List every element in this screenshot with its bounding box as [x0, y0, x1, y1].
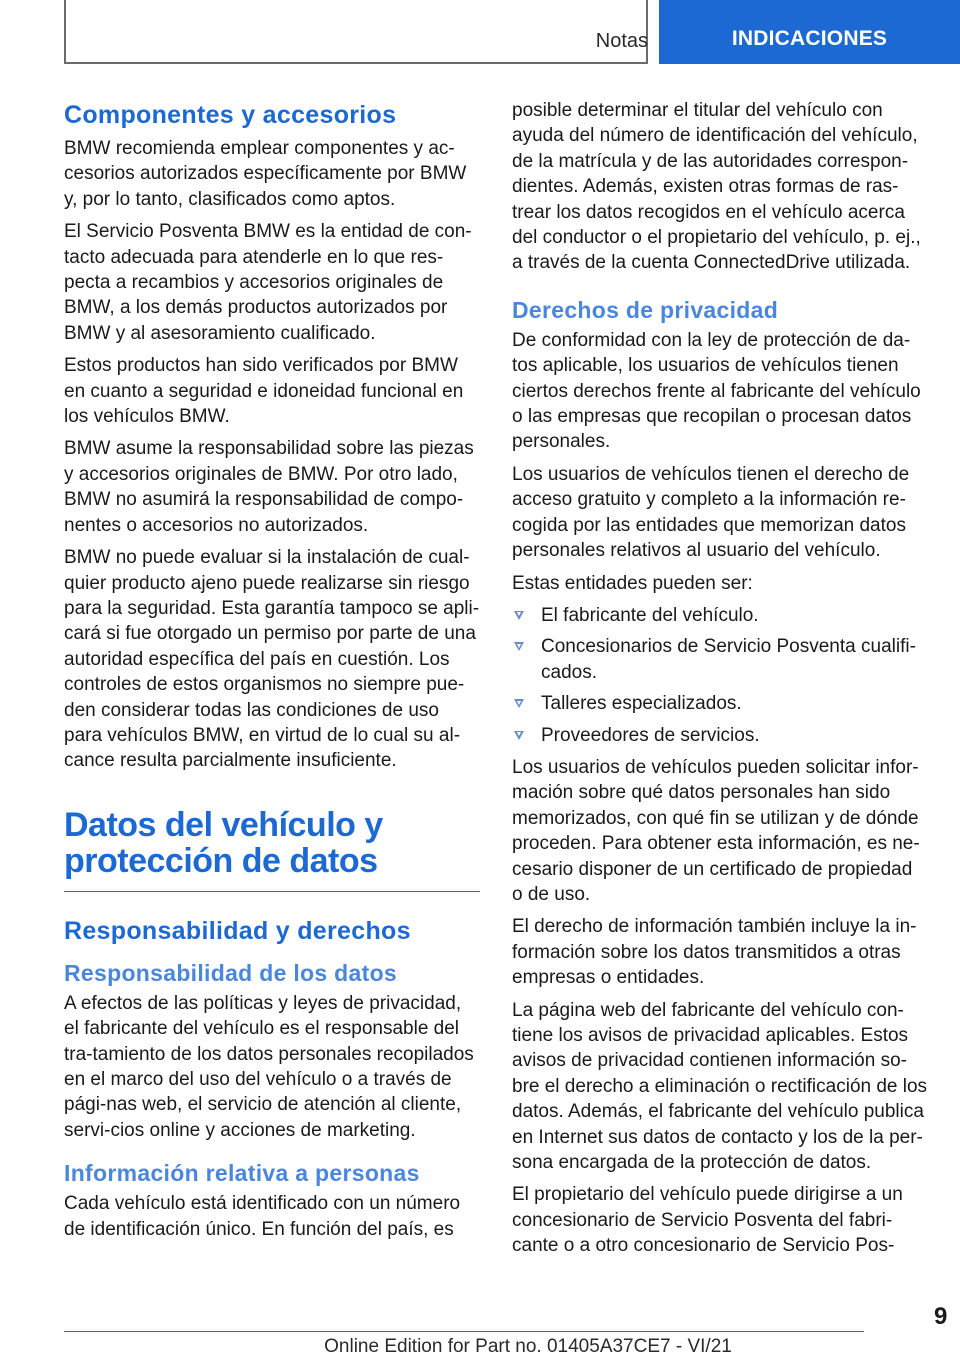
list-item: Talleres especializados. — [512, 691, 928, 716]
chapter-title-line1: Datos del vehículo y — [64, 805, 383, 844]
chapter-title-line2: protección de datos — [64, 841, 378, 880]
paragraph: La página web del fabricante del vehículo con-tiene los avisos de privacidad aplicables. Estos avisos de privacidad contienen información so-bre el derecho a eliminación o rectificación de los datos. Además, el fabricante del vehículo publica en Internet sus datos de contacto y los de la per-sona encargada de la protección de datos. — [512, 999, 928, 1174]
heading-responsabilidad-datos: Responsabilidad de los datos — [64, 959, 398, 986]
paragraph: BMW recomienda emplear componentes y ac-cesorios autorizados específicamente por BMW y, por lo tanto, clasificados como aptos. — [64, 138, 467, 210]
paragraph: BMW asume la responsabilidad sobre las piezas y accesorios originales de BMW. Por otro lado, BMW no asumirá la responsabilidad de compo-nentes o accesorios no autorizados. — [64, 438, 474, 536]
paragraph: El derecho de información también incluye la in-formación sobre los datos transmitidos a otras empresas o entidades. — [512, 916, 917, 989]
paragraph: El Servicio Posventa BMW es la entidad de con-tacto adecuada para atenderle en lo que res-pecta a recambios y accesorios originales de BMW, a los demás productos autorizados por BMW y al asesoramiento cualificado. — [64, 221, 472, 344]
right-column — [512, 98, 928, 1266]
heading-responsabilidad-derechos: Responsabilidad y derechos — [64, 916, 411, 945]
footer-edition: Online Edition for Part no. 01405A37CE7 - VI/21 — [324, 1336, 732, 1357]
paragraph: Los usuarios de vehículos tienen el derecho de acceso gratuito y completo a la información re-cogida por las entidades que memorizan datos personales relativos al usuario del vehículo. — [512, 463, 910, 562]
paragraph: BMW no puede evaluar si la instalación de cual-quier producto ajeno puede realizarse sin riesgo para la seguridad. Esta garantía tampoco se apli-cará si fue otorgado un permiso por parte de una autoridad específica del país en cuestión. Los controles de estos organismos no siempre pue-den considerar todas las condiciones de uso para vehículos BMW, en virtud de lo cual su al-cance resulta parcialmente insuficiente. — [64, 547, 480, 772]
entities-list — [512, 603, 928, 748]
paragraph: Estos productos han sido verificados por BMW en cuanto a seguridad e idoneidad funcional en los vehículos BMW. — [64, 355, 464, 428]
paragraph: A efectos de las políticas y leyes de privacidad, el fabricante del vehículo es el responsable del tra-tamiento de los datos personales recopilados en el marco del uso del vehículo o a través de pági-nas web, el servicio de atención al cliente, servi-cios online y acciones de marketing. — [64, 992, 474, 1141]
footer-divider — [64, 1331, 864, 1332]
paragraph: Estas entidades pueden ser: — [512, 572, 753, 594]
list-item: Proveedores de servicios. — [512, 723, 928, 748]
header-tab-label: INDICACIONES — [731, 27, 888, 50]
paragraph: Los usuarios de vehículos pueden solicitar infor-mación sobre qué datos personales han sido memorizados, con qué fin se utilizan y de dónde proceden. Para obtener esta información, es ne-cesario disponer de un certificado de propiedad o de uso. — [512, 756, 920, 905]
list-item: Concesionarios de Servicio Posventa cualifi-cados. — [512, 634, 928, 685]
triangle-bullet-icon — [514, 611, 524, 620]
list-item: El fabricante del vehículo. — [512, 603, 928, 628]
header-frame — [64, 0, 648, 64]
chapter-title — [64, 807, 480, 879]
heading-componentes: Componentes y accesorios — [64, 101, 397, 129]
heading-informacion-personas: Información relativa a personas — [64, 1160, 420, 1187]
triangle-bullet-icon — [514, 699, 524, 708]
heading-derechos-privacidad: Derechos de privacidad — [512, 296, 779, 323]
paragraph: De conformidad con la ley de protección de da-tos aplicable, los usuarios de vehículos tienen ciertos derechos frente al fabricante del vehículo o las empresas que recopilan o procesan datos personales. — [512, 329, 921, 453]
page-number: 9 — [934, 1303, 948, 1330]
header-section-label: Notas — [595, 30, 648, 52]
left-column — [64, 98, 480, 1249]
triangle-bullet-icon — [514, 642, 524, 651]
triangle-bullet-icon — [514, 731, 524, 740]
paragraph: posible determinar el titular del vehículo con ayuda del número de identificación del vehículo, de la matrícula y de las autoridades correspon-dientes. Además, existen otras formas de ras-trear los datos recogidos en el vehículo acerca del conductor o el propietario del vehículo, p. ej., a través de la cuenta ConnectedDrive utilizada. — [512, 100, 921, 274]
paragraph: Cada vehículo está identificado con un número de identificación único. En función del país, es — [64, 1193, 461, 1240]
header-chapter-tab[interactable] — [659, 0, 960, 64]
paragraph: El propietario del vehículo puede dirigirse a un concesionario de Servicio Posventa del fabri-cante o a otro concesionario de Servicio Pos- — [512, 1184, 903, 1257]
